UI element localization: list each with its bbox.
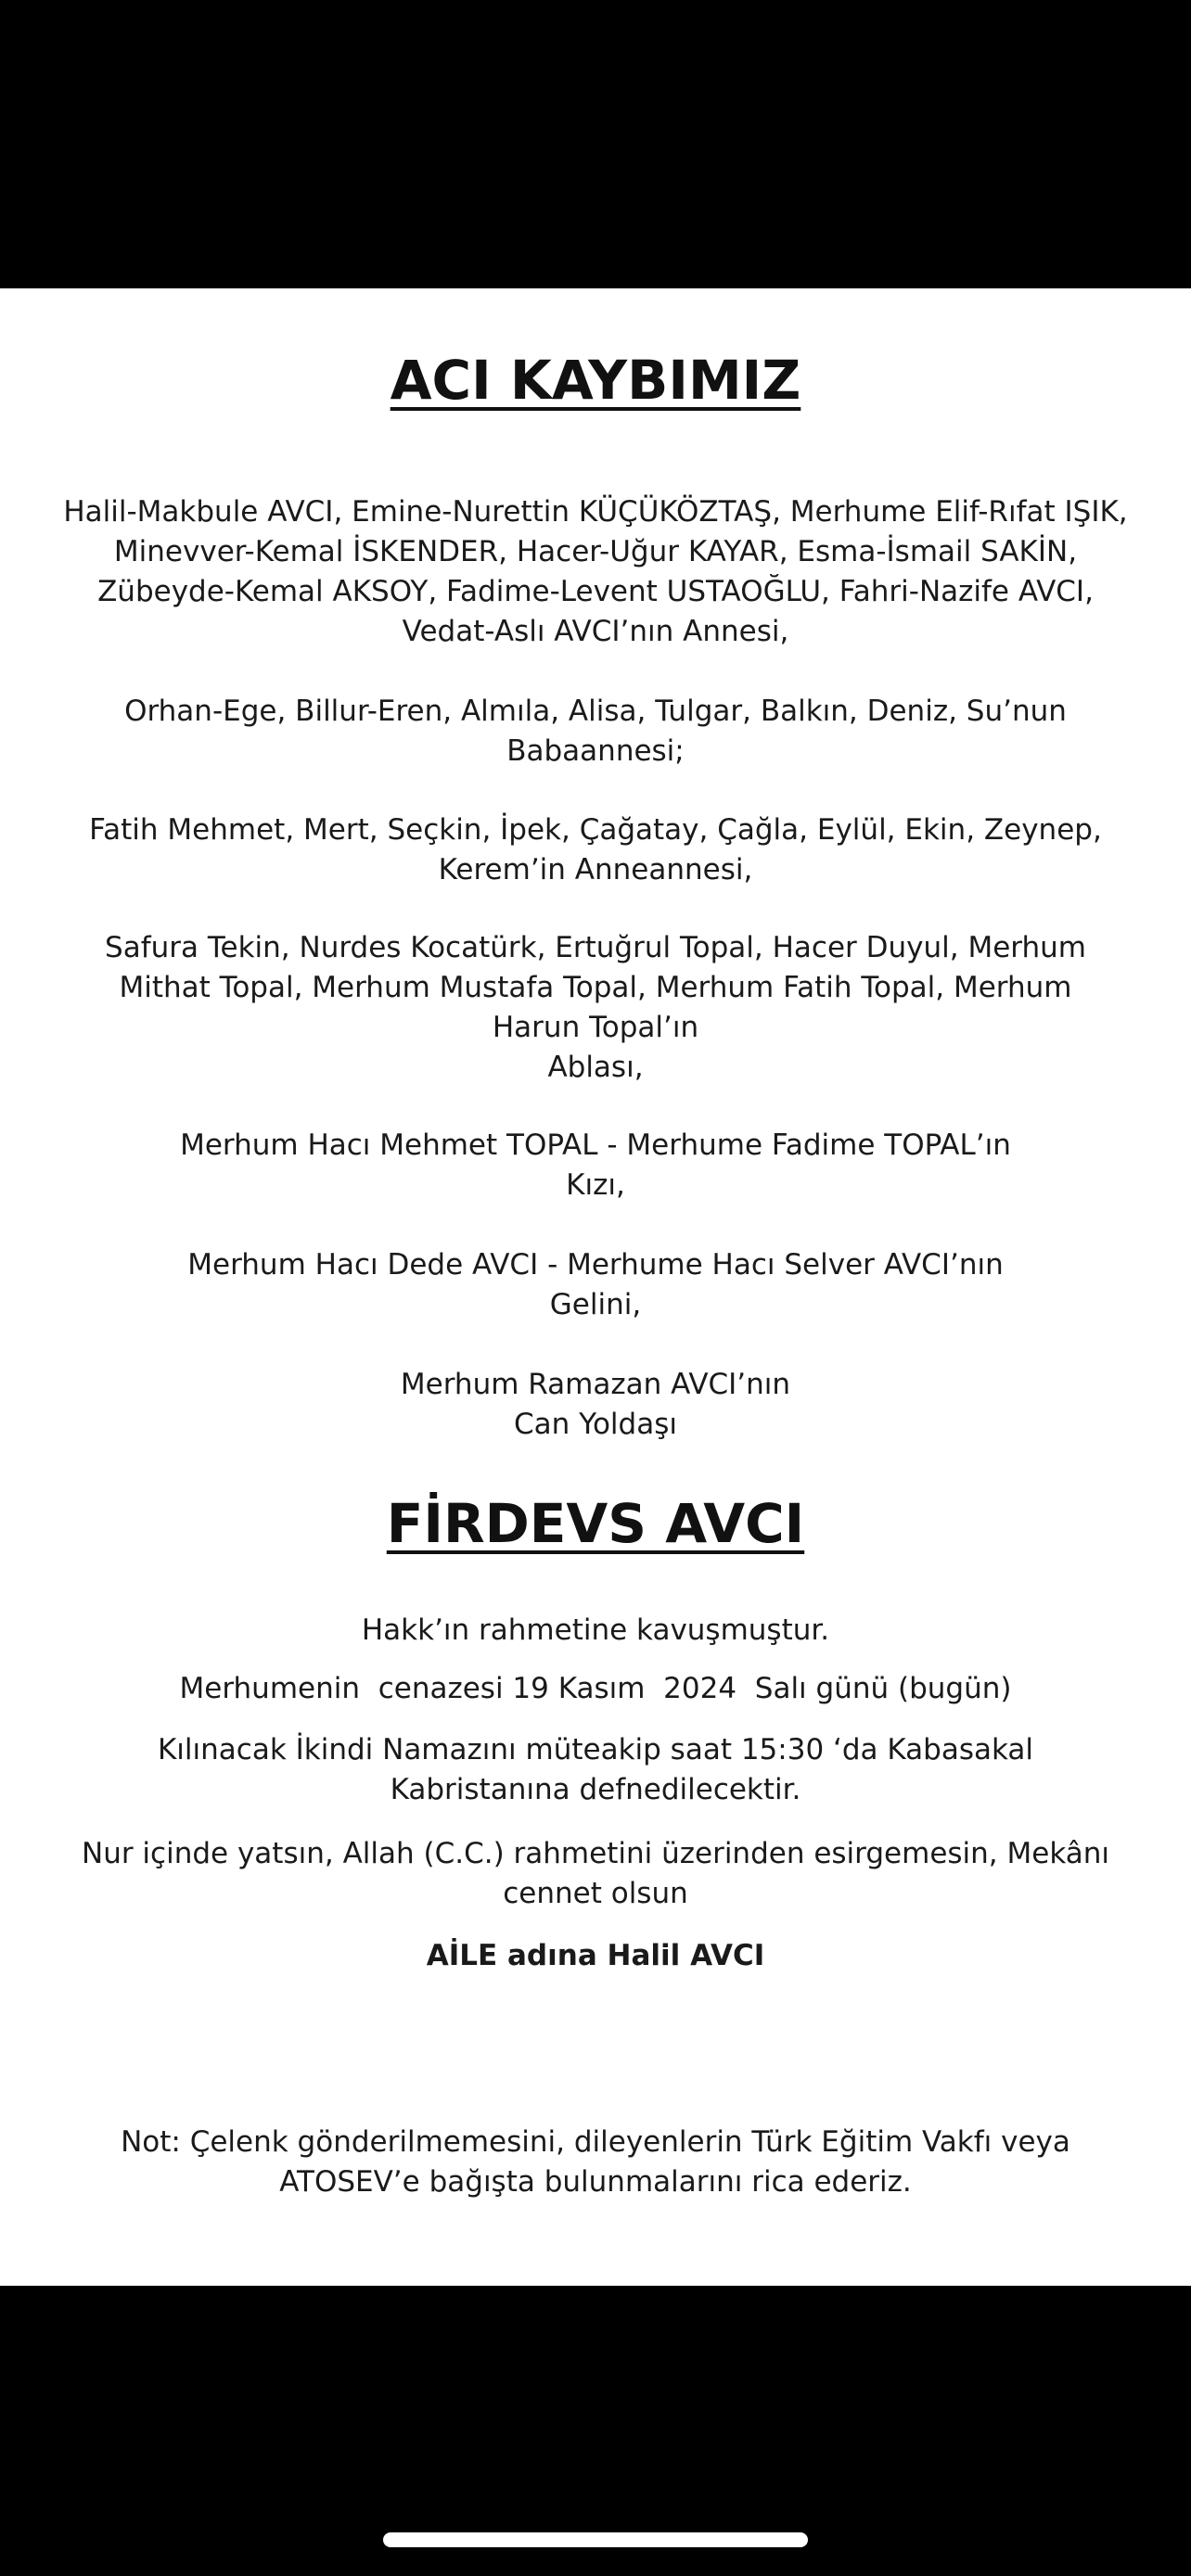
deceased-name-text: FİRDEVS AVCI xyxy=(386,1492,805,1555)
burial-paragraph xyxy=(56,1730,1135,1810)
maternal-grandchildren-paragraph xyxy=(56,810,1135,890)
children-line: Vedat-Aslı AVCI’nın Annesi, xyxy=(402,615,789,648)
family-signature xyxy=(56,1936,1135,1976)
home-indicator[interactable] xyxy=(383,2532,808,2547)
children-paragraph xyxy=(56,492,1135,652)
funeral-date xyxy=(56,1669,1135,1709)
children-line: Zübeyde-Kemal AKSOY, Fadime-Levent USTAOĞLU, Fahri-Nazife AVCI, xyxy=(97,575,1094,608)
burial-line: Kılınacak İkindi Namazını müteakip saat 15:30 ‘da Kabasakal xyxy=(157,1733,1034,1766)
parents-line: Kızı, xyxy=(566,1168,625,1202)
maternal-grandchildren-line: Kerem’in Anneannesi, xyxy=(438,853,753,886)
note-paragraph xyxy=(56,2123,1135,2202)
siblings-line: Safura Tekin, Nurdes Kocatürk, Ertuğrul Topal, Hacer Duyul, Merhum xyxy=(105,931,1086,964)
announcement-line: Hakk’ın rahmetine kavuşmuştur. xyxy=(361,1613,830,1647)
siblings-line: Mithat Topal, Merhum Mustafa Topal, Merhum Fatih Topal, Merhum xyxy=(119,971,1072,1004)
prayer-line: Nur içinde yatsın, Allah (C.C.) rahmetini üzerinden esirgemesin, Mekânı xyxy=(82,1837,1109,1870)
children-line: Halil-Makbule AVCI, Emine-Nurettin KÜÇÜKÖZTAŞ, Merhume Elif-Rıfat IŞIK, xyxy=(63,495,1128,529)
grandchildren-line: Babaannesi; xyxy=(506,734,685,768)
parents-paragraph xyxy=(56,1126,1135,1205)
in-laws-paragraph xyxy=(56,1245,1135,1325)
prayer-paragraph xyxy=(56,1834,1135,1914)
notice-title-text: ACI KAYBIMIZ xyxy=(390,349,801,412)
in-laws-line: Gelini, xyxy=(549,1288,642,1321)
grandchildren-paragraph xyxy=(56,692,1135,772)
note-line: Not: Çelenk gönderilmemesini, dileyenlerin Türk Eğitim Vakfı veya xyxy=(121,2125,1070,2159)
grandchildren-line: Orhan-Ege, Billur-Eren, Almıla, Alisa, Tulgar, Balkın, Deniz, Su’nun xyxy=(124,695,1067,728)
siblings-paragraph xyxy=(56,928,1135,1088)
notice-title xyxy=(0,348,1191,413)
spouse-line: Merhum Ramazan AVCI’nın xyxy=(400,1368,791,1401)
deceased-name xyxy=(0,1491,1191,1556)
signature-line: AİLE adına Halil AVCI xyxy=(426,1939,765,1972)
maternal-grandchildren-line: Fatih Mehmet, Mert, Seçkin, İpek, Çağatay, Çağla, Eylül, Ekin, Zeynep, xyxy=(89,813,1102,847)
children-line: Minevver-Kemal İSKENDER, Hacer-Uğur KAYAR, Esma-İsmail SAKİN, xyxy=(113,535,1078,568)
note-line: ATOSEV’e bağışta bulunmalarını rica ederiz. xyxy=(279,2165,912,2199)
parents-line: Merhum Hacı Mehmet TOPAL - Merhume Fadime TOPAL’ın xyxy=(180,1129,1011,1162)
announcement xyxy=(56,1611,1135,1651)
spouse-paragraph xyxy=(56,1365,1135,1445)
burial-line: Kabristanına defnedilecektir. xyxy=(390,1773,801,1806)
funeral-date-line: Merhumenin cenazesi 19 Kasım 2024 Salı günü (bugün) xyxy=(179,1672,1012,1705)
siblings-line: Ablası, xyxy=(547,1051,644,1084)
spouse-line: Can Yoldaşı xyxy=(514,1408,677,1441)
prayer-line: cennet olsun xyxy=(503,1877,688,1910)
in-laws-line: Merhum Hacı Dede AVCI - Merhume Hacı Selver AVCI’nın xyxy=(187,1248,1004,1282)
siblings-line: Harun Topal’ın xyxy=(492,1011,699,1044)
